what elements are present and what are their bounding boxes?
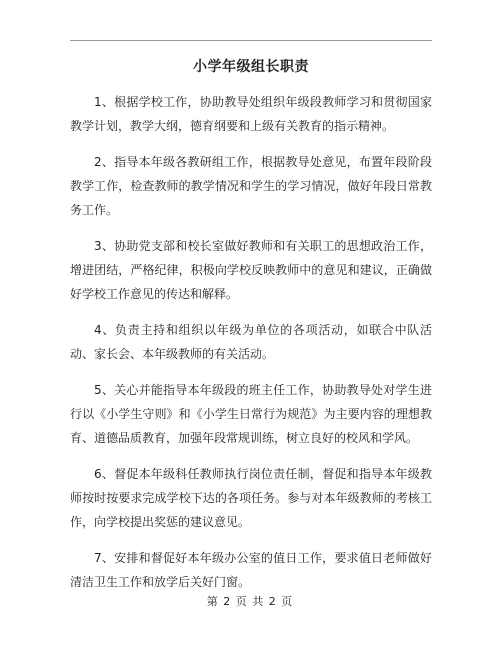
duty-item-4: 4、负责主持和组织以年级为单位的各项活动，如联合中队活动、家长会、本年级教师的有关活动。: [70, 323, 432, 361]
duty-item-5: 5、关心并能指导本年级段的班主任工作，协助教导处对学生进行以《小学生守则》和《小学生日常行为规范》为主要内容的理想教育、道德品质教育，加强年段常规训练，树立良好的校风和学风。: [70, 383, 432, 445]
duty-item-7: 7、安排和督促好本年级办公室的值日工作，要求值日老师做好清洁卫生工作和放学后关好门窗。: [70, 551, 432, 589]
page-number: 第 2 页 共 2 页: [206, 595, 294, 608]
duty-item-6: 6、督促本年级科任教师执行岗位责任制，督促和指导本年级教师按时按要求完成学校下达的各项任务。参与对本年级教师的考核工作，向学校提出奖惩的建议意见。: [70, 467, 432, 529]
document-body: [70, 90, 432, 606]
document-title: 小学年级组长职责: [193, 59, 309, 75]
duty-item-2: 2、指导本年级各教研组工作，根据教导处意见，布置年段阶段教学工作，检查教师的教学情况和学生的学习情况，做好年段日常教务工作。: [70, 155, 432, 217]
duty-item-1: 1、根据学校工作，协助教导处组织年级段教师学习和贯彻国家教学计划，教学大纲，德育纲要和上级有关教育的指示精神。: [70, 95, 432, 133]
header-rule: [70, 40, 432, 41]
duty-item-3: 3、协助党支部和校长室做好教师和有关职工的思想政治工作，增进团结，严格纪律，积极向学校反映教师中的意见和建议，正确做好学校工作意见的传达和解释。: [70, 239, 432, 301]
